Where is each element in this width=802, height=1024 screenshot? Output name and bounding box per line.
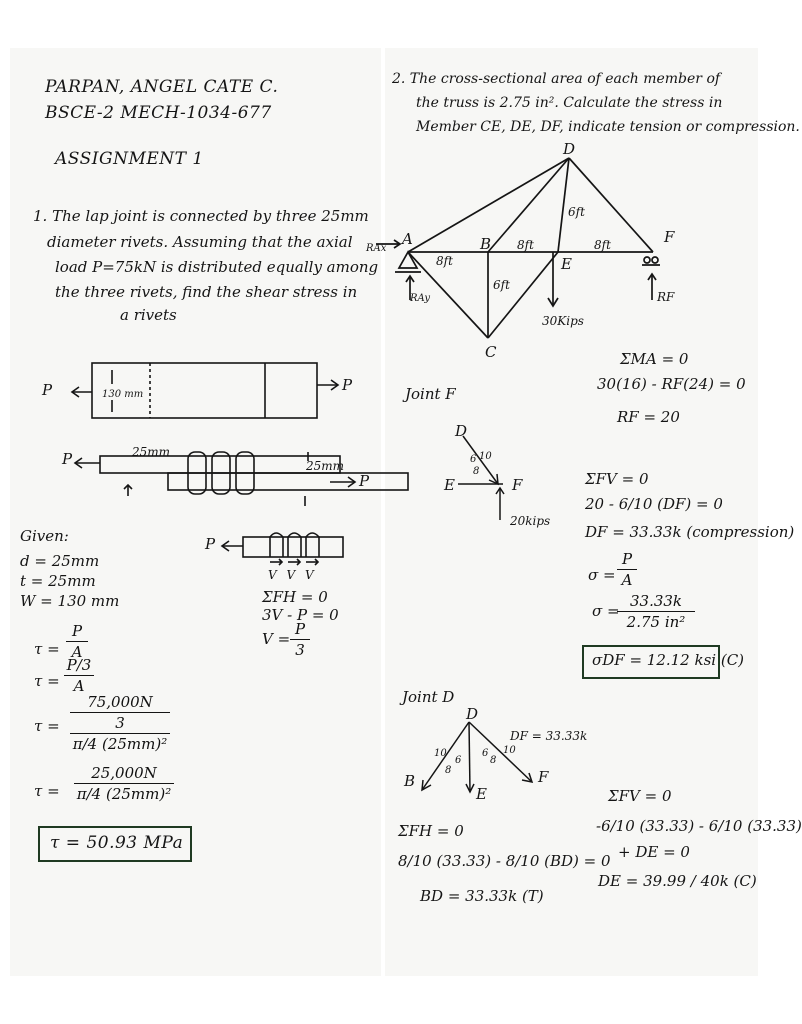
tau-line-3-frac: 75,000N 3 π/4 (25mm)² bbox=[70, 693, 170, 753]
p1-line-5: a rivets bbox=[120, 306, 177, 324]
tau-line-2-lhs: τ = bbox=[34, 672, 60, 690]
p1-side-load-left: P bbox=[62, 450, 73, 468]
p1-line-1: 1. The lap joint is connected by three 25mm bbox=[33, 207, 369, 225]
tau-line-4-lhs: τ = bbox=[34, 782, 60, 800]
node-c: C bbox=[485, 343, 497, 361]
joint-d-fv-2: -6/10 (33.33) - 6/10 (33.33) bbox=[596, 817, 802, 835]
node-d: D bbox=[563, 140, 576, 158]
sigma-frac-1: P A bbox=[617, 550, 637, 589]
joint-f-eq-3: DF = 33.33k (compression) bbox=[585, 523, 795, 541]
assignment-title: ASSIGNMENT 1 bbox=[55, 149, 204, 169]
joint-f-label-d: D bbox=[455, 422, 468, 440]
reaction-rax: RAx bbox=[366, 243, 387, 254]
joint-f-load: 20kips bbox=[510, 514, 551, 528]
moment-eq-2: 30(16) - RF(24) = 0 bbox=[597, 375, 746, 393]
joint-f-label-8: 8 bbox=[473, 466, 480, 477]
fbd-load-label: P bbox=[205, 535, 216, 553]
node-e: E bbox=[561, 255, 572, 273]
sigma-lhs-2: σ = bbox=[592, 602, 620, 620]
tau-line-1-lhs: τ = bbox=[34, 640, 60, 658]
joint-f-label-f: F bbox=[512, 476, 523, 494]
joint-f-eq-1: ΣFV = 0 bbox=[585, 470, 649, 488]
answer-sigma-df: σDF = 12.12 ksi (C) bbox=[592, 651, 745, 669]
p2-line-3: Member CE, DE, DF, indicate tension or compression. bbox=[416, 119, 800, 135]
joint-d-label-e: E bbox=[476, 785, 487, 803]
reaction-ray: RAy bbox=[410, 293, 430, 304]
sigma-lhs-1: σ = bbox=[588, 566, 616, 584]
fbd-shear-labels: V V V bbox=[268, 568, 314, 582]
plate-width-label: 130 mm bbox=[102, 389, 144, 400]
given-w: W = 130 mm bbox=[20, 592, 120, 610]
load-30kips: 30Kips bbox=[542, 314, 584, 328]
given-d: d = 25mm bbox=[20, 552, 100, 570]
dim-ef: 8ft bbox=[594, 238, 611, 252]
student-name: PARPAN, ANGEL CATE C. bbox=[45, 77, 279, 97]
joint-f-label-10: 10 bbox=[479, 451, 492, 462]
node-f: F bbox=[664, 228, 675, 246]
moment-eq-1: ΣMA = 0 bbox=[620, 350, 689, 368]
sigma-frac-2: 33.33k 2.75 in² bbox=[617, 592, 695, 631]
joint-d-10-left: 10 bbox=[434, 748, 447, 759]
tau-line-4-frac: 25,000N π/4 (25mm)² bbox=[74, 764, 174, 803]
joint-d-fv-1: ΣFV = 0 bbox=[608, 787, 672, 805]
p1-line-3: load P=75kN is distributed equally among bbox=[55, 258, 379, 276]
given-t: t = 25mm bbox=[20, 572, 96, 590]
dim-ab: 8ft bbox=[436, 254, 453, 268]
node-b: B bbox=[480, 235, 492, 253]
tau-line-1-frac: P A bbox=[66, 622, 88, 661]
eq-sum-fh: ΣFH = 0 bbox=[262, 588, 328, 606]
joint-d-8-right: 8 bbox=[490, 755, 497, 766]
joint-d-6-left: 6 bbox=[455, 755, 462, 766]
joint-d-label-b: B bbox=[404, 772, 416, 790]
p1-side-load-right: P bbox=[359, 472, 370, 490]
joint-d-fv-4: DE = 39.99 / 40k (C) bbox=[598, 872, 757, 890]
joint-d-title: Joint D bbox=[402, 688, 455, 706]
p2-line-2: the truss is 2.75 in². Calculate the stress in bbox=[416, 95, 723, 111]
tau-line-3-lhs: τ = bbox=[34, 717, 60, 735]
given-title: Given: bbox=[20, 527, 69, 545]
tau-line-2-frac: P/3 A bbox=[64, 656, 94, 695]
p1-line-2: diameter rivets. Assuming that the axial bbox=[47, 233, 353, 251]
thickness-label-1: 25mm bbox=[132, 445, 171, 459]
joint-f-label-e: E bbox=[444, 476, 455, 494]
moment-eq-3: RF = 20 bbox=[617, 408, 680, 426]
p1-line-4: the three rivets, find the shear stress in bbox=[55, 283, 358, 301]
joint-d-fv-3: + DE = 0 bbox=[618, 843, 690, 861]
dim-be: 8ft bbox=[517, 238, 534, 252]
joint-d-label-f: F bbox=[538, 768, 549, 786]
p2-line-1: 2. The cross-sectional area of each member of bbox=[392, 71, 721, 87]
eq-3v-p: 3V - P = 0 bbox=[262, 606, 339, 624]
joint-f-eq-2: 20 - 6/10 (DF) = 0 bbox=[585, 495, 723, 513]
joint-d-6-right: 6 bbox=[482, 748, 489, 759]
v-fraction: P 3 bbox=[290, 620, 310, 659]
joint-d-fh-3: BD = 33.33k (T) bbox=[420, 887, 544, 905]
eq-v-label: V = bbox=[262, 630, 291, 648]
joint-f-label-6: 6 bbox=[470, 454, 477, 465]
dim-dh: 6ft bbox=[568, 205, 585, 219]
p1-top-load-label-right: P bbox=[342, 376, 353, 394]
answer-shear-stress: τ = 50.93 MPa bbox=[50, 833, 184, 853]
thickness-label-2: 25mm bbox=[306, 459, 345, 473]
p1-top-load-label: P bbox=[42, 381, 53, 399]
node-a: A bbox=[402, 230, 413, 248]
joint-d-fh-1: ΣFH = 0 bbox=[398, 822, 464, 840]
joint-d-10-right: 10 bbox=[503, 745, 516, 756]
joint-f-title: Joint F bbox=[405, 385, 456, 403]
joint-d-8-left: 8 bbox=[445, 765, 452, 776]
joint-d-fh-2: 8/10 (33.33) - 8/10 (BD) = 0 bbox=[398, 852, 611, 870]
joint-d-df-force: DF = 33.33k bbox=[510, 729, 588, 743]
course-code: BSCE-2 MECH-1034-677 bbox=[45, 103, 272, 123]
joint-d-label-d: D bbox=[466, 705, 479, 723]
reaction-rf: RF bbox=[657, 290, 675, 304]
dim-bc: 6ft bbox=[493, 278, 510, 292]
